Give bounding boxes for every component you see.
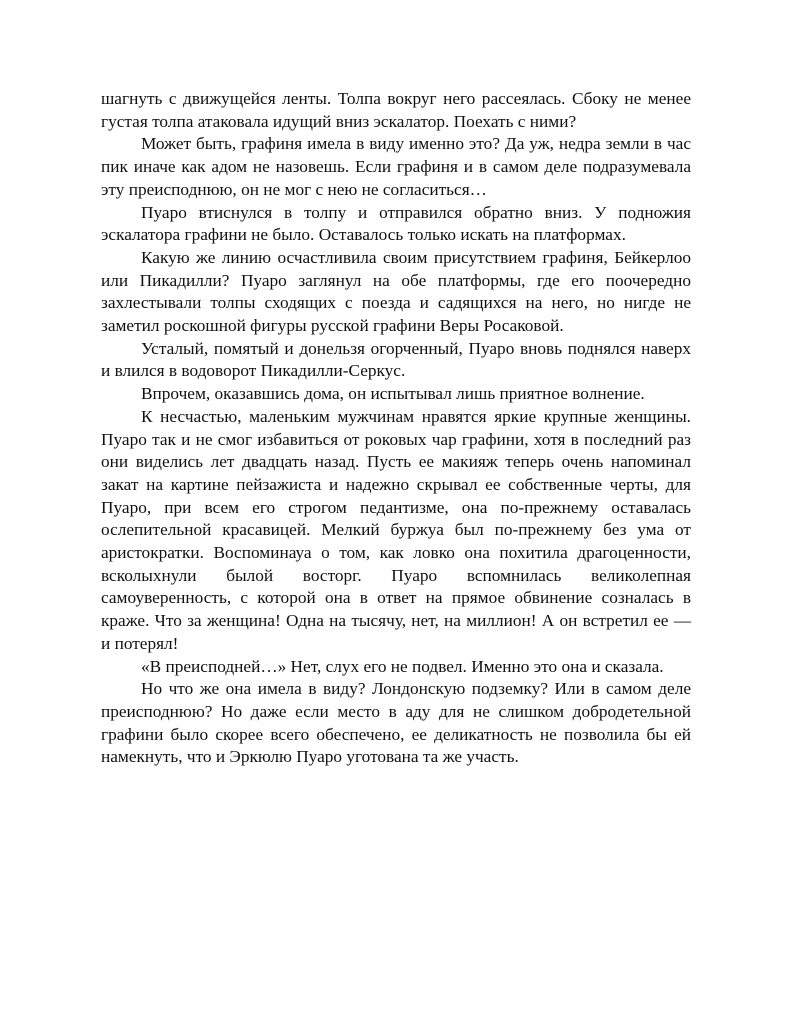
paragraph-6: Впрочем, оказавшись дома, он испытывал лишь приятное волнение.	[141, 384, 645, 404]
paragraph-1: шагнуть с движущейся ленты. Толпа вокруг него рассеялась. Сбоку не менее густая толпа атаковала идущий вниз эскалатор. Поехать с ними?	[101, 89, 691, 131]
paragraph-7: К несчастью, маленьким мужчинам нравятся яркие крупные женщины. Пуаро так и не смог избавиться от роковых чар графини, хотя в последний раз они виделись лет двадцать назад. Пусть ее макияж теперь очень напоминал закат на картине пейзажиста и надежно скрывал ее собственные черты, для Пуаро, при всем его строгом педантизме, она по-прежнему оставалась ослепительной красавицей. Мелкий буржуа был по-прежнему без ума от аристократки. Воспоминауа о том, как ловко она похитила драгоценности, всколыхнули былой восторг. Пуаро вспомнилась великолепная самоуверенность, с которой она в ответ на прямое обвинение созналась в краже. Что за женщина! Одна на тысячу, нет, на миллион! А он встретил ее — и потерял!	[101, 406, 691, 653]
paragraph-2: Может быть, графиня имела в виду именно это? Да уж, недра земли в час пик иначе как адом не назовешь. Если графиня и в самом деле подразумевала эту преисподнюю, он не мог с нею не согласиться…	[101, 134, 691, 199]
document-page	[101, 88, 691, 769]
paragraph-8: «В преисподней…» Нет, слух его не подвел. Именно это она и сказала.	[141, 656, 664, 676]
paragraph-9: Но что же она имела в виду? Лондонскую подземку? Или в самом деле преисподнюю? Но даже если место в аду для не слишком добродетельной графини было скорее всего обеспечено, ее деликатность не позволила бы ей намекнуть, что и Эркюлю Пуаро уготована та же участь.	[101, 679, 691, 767]
paragraph-5: Усталый, помятый и донельзя огорченный, Пуаро вновь поднялся наверх и влился в водоворот Пикадилли-Серкус.	[101, 338, 691, 381]
paragraph-4: Какую же линию осчастливила своим присутствием графиня, Бейкерлоо или Пикадилли? Пуаро заглянул на обе платформы, где его поочередно захлестывали толпы сходящих с поезда и садящихся на него, но нигде не заметил роскошной фигуры русской графини Веры Росаковой.	[101, 247, 691, 336]
paragraph-3: Пуаро втиснулся в толпу и отправился обратно вниз. У подножия эскалатора графини не было. Оставалось только искать на платформах.	[101, 202, 691, 245]
